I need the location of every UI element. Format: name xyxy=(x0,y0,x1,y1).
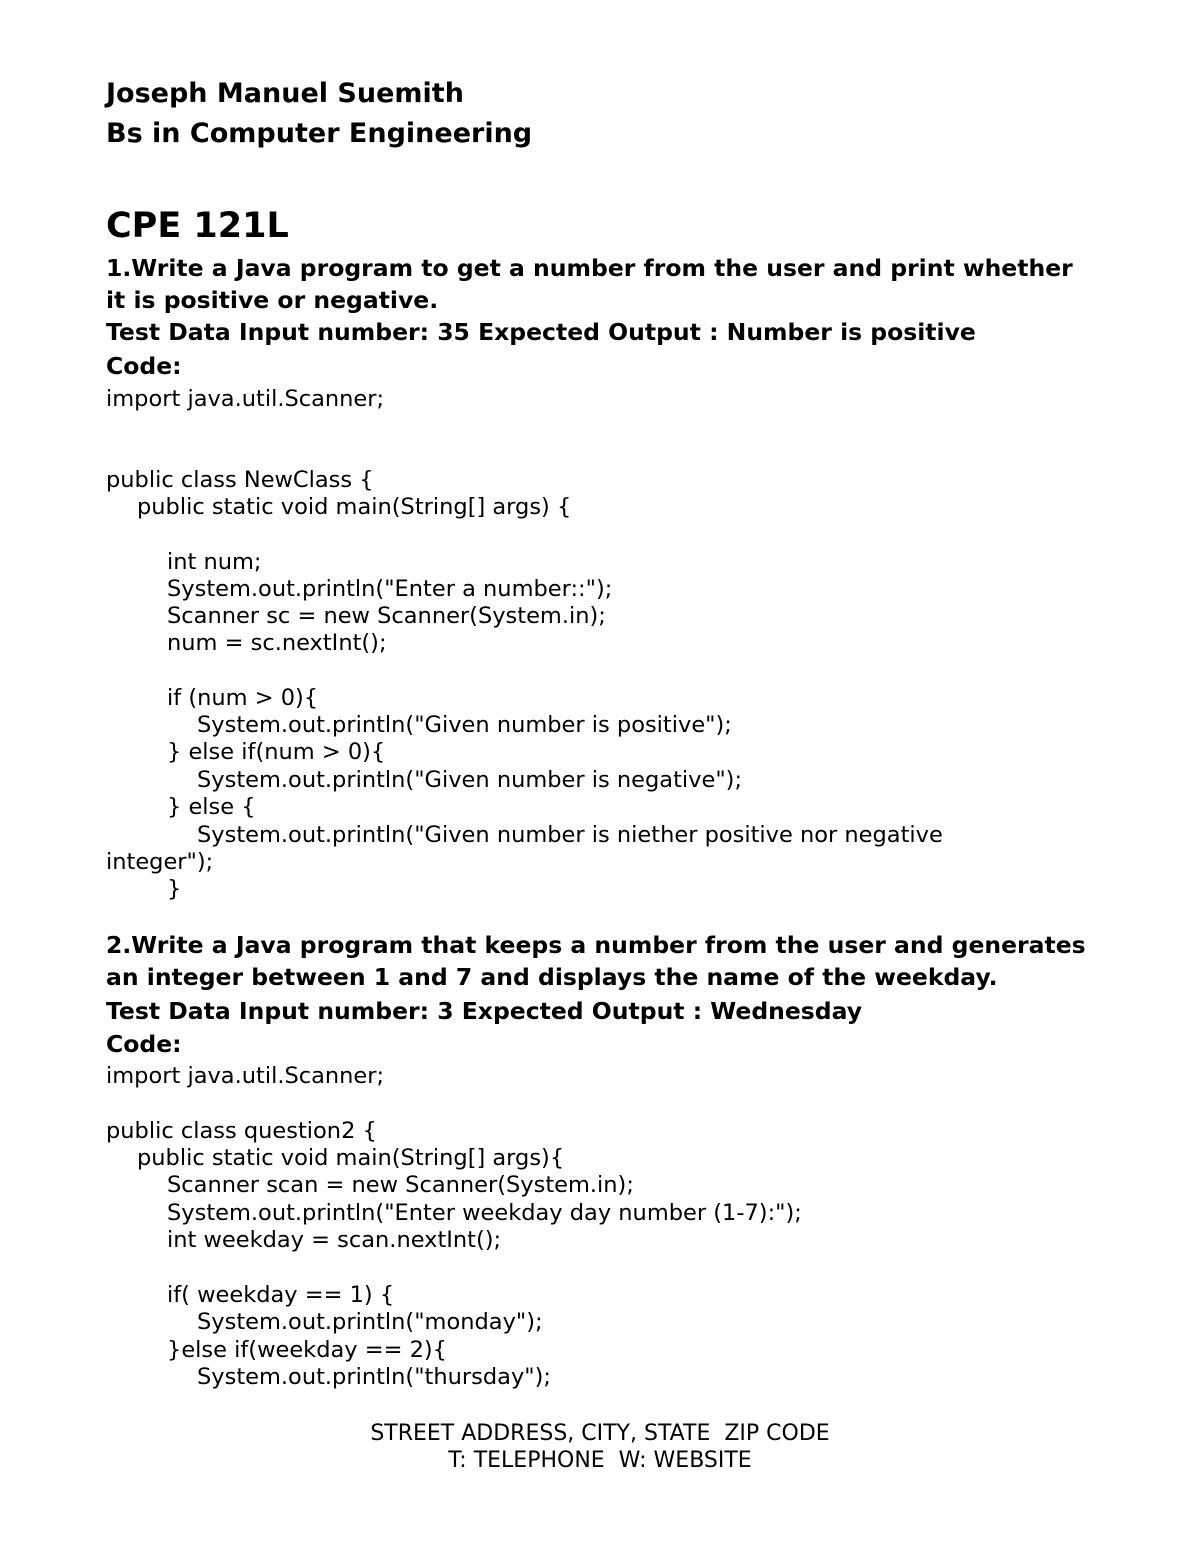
q2-code-label: Code: xyxy=(106,1030,182,1058)
code-line: System.out.println("Enter a number::"); xyxy=(167,576,613,602)
code-line: if (num > 0){ xyxy=(167,685,319,711)
code-line: System.out.println("Given number is negative"); xyxy=(197,767,743,793)
code-line: public class NewClass { xyxy=(106,467,374,493)
code-line: int num; xyxy=(167,549,262,575)
q2-prompt-line-2: an integer between 1 and 7 and displays the name of the weekday. xyxy=(106,963,998,991)
code-line: if( weekday == 1) { xyxy=(167,1282,395,1308)
code-line: } xyxy=(167,876,182,902)
q2-prompt-line-1: 2.Write a Java program that keeps a number from the user and generates xyxy=(106,931,1086,959)
code-line: import java.util.Scanner; xyxy=(106,386,385,412)
code-line: System.out.println("Enter weekday day number (1-7):"); xyxy=(167,1200,802,1226)
q2-test-data: Test Data Input number: 3 Expected Output : Wednesday xyxy=(106,997,863,1025)
q1-prompt-line-1: 1.Write a Java program to get a number from the user and print whether xyxy=(106,254,1073,282)
code-line: Scanner scan = new Scanner(System.in); xyxy=(167,1172,634,1198)
code-line: public class question2 { xyxy=(106,1118,377,1144)
course-code: CPE 121L xyxy=(106,206,289,246)
footer-contact: T: TELEPHONE W: WEBSITE xyxy=(448,1448,752,1473)
q1-test-data: Test Data Input number: 35 Expected Output : Number is positive xyxy=(106,318,976,346)
code-line: import java.util.Scanner; xyxy=(106,1063,385,1089)
code-line: public static void main(String[] args) { xyxy=(137,494,572,520)
code-line: }else if(weekday == 2){ xyxy=(167,1337,447,1363)
code-line: Scanner sc = new Scanner(System.in); xyxy=(167,603,606,629)
code-line: System.out.println("Given number is niether positive nor negative xyxy=(197,822,943,848)
code-line: public static void main(String[] args){ xyxy=(137,1145,565,1171)
q1-prompt-line-2: it is positive or negative. xyxy=(106,286,439,314)
code-line: integer"); xyxy=(106,849,214,875)
code-line: num = sc.nextInt(); xyxy=(167,630,387,656)
code-line: System.out.println("Given number is positive"); xyxy=(197,712,732,738)
code-line: int weekday = scan.nextInt(); xyxy=(167,1227,502,1253)
code-line: } else if(num > 0){ xyxy=(167,739,386,765)
degree-program: Bs in Computer Engineering xyxy=(106,118,533,149)
code-line: } else { xyxy=(167,794,256,820)
code-line: System.out.println("monday"); xyxy=(197,1309,543,1335)
author-name: Joseph Manuel Suemith xyxy=(106,78,464,109)
code-line: System.out.println("thursday"); xyxy=(197,1364,551,1390)
footer-address: STREET ADDRESS, CITY, STATE ZIP CODE xyxy=(370,1421,830,1446)
q1-code-label: Code: xyxy=(106,352,182,380)
